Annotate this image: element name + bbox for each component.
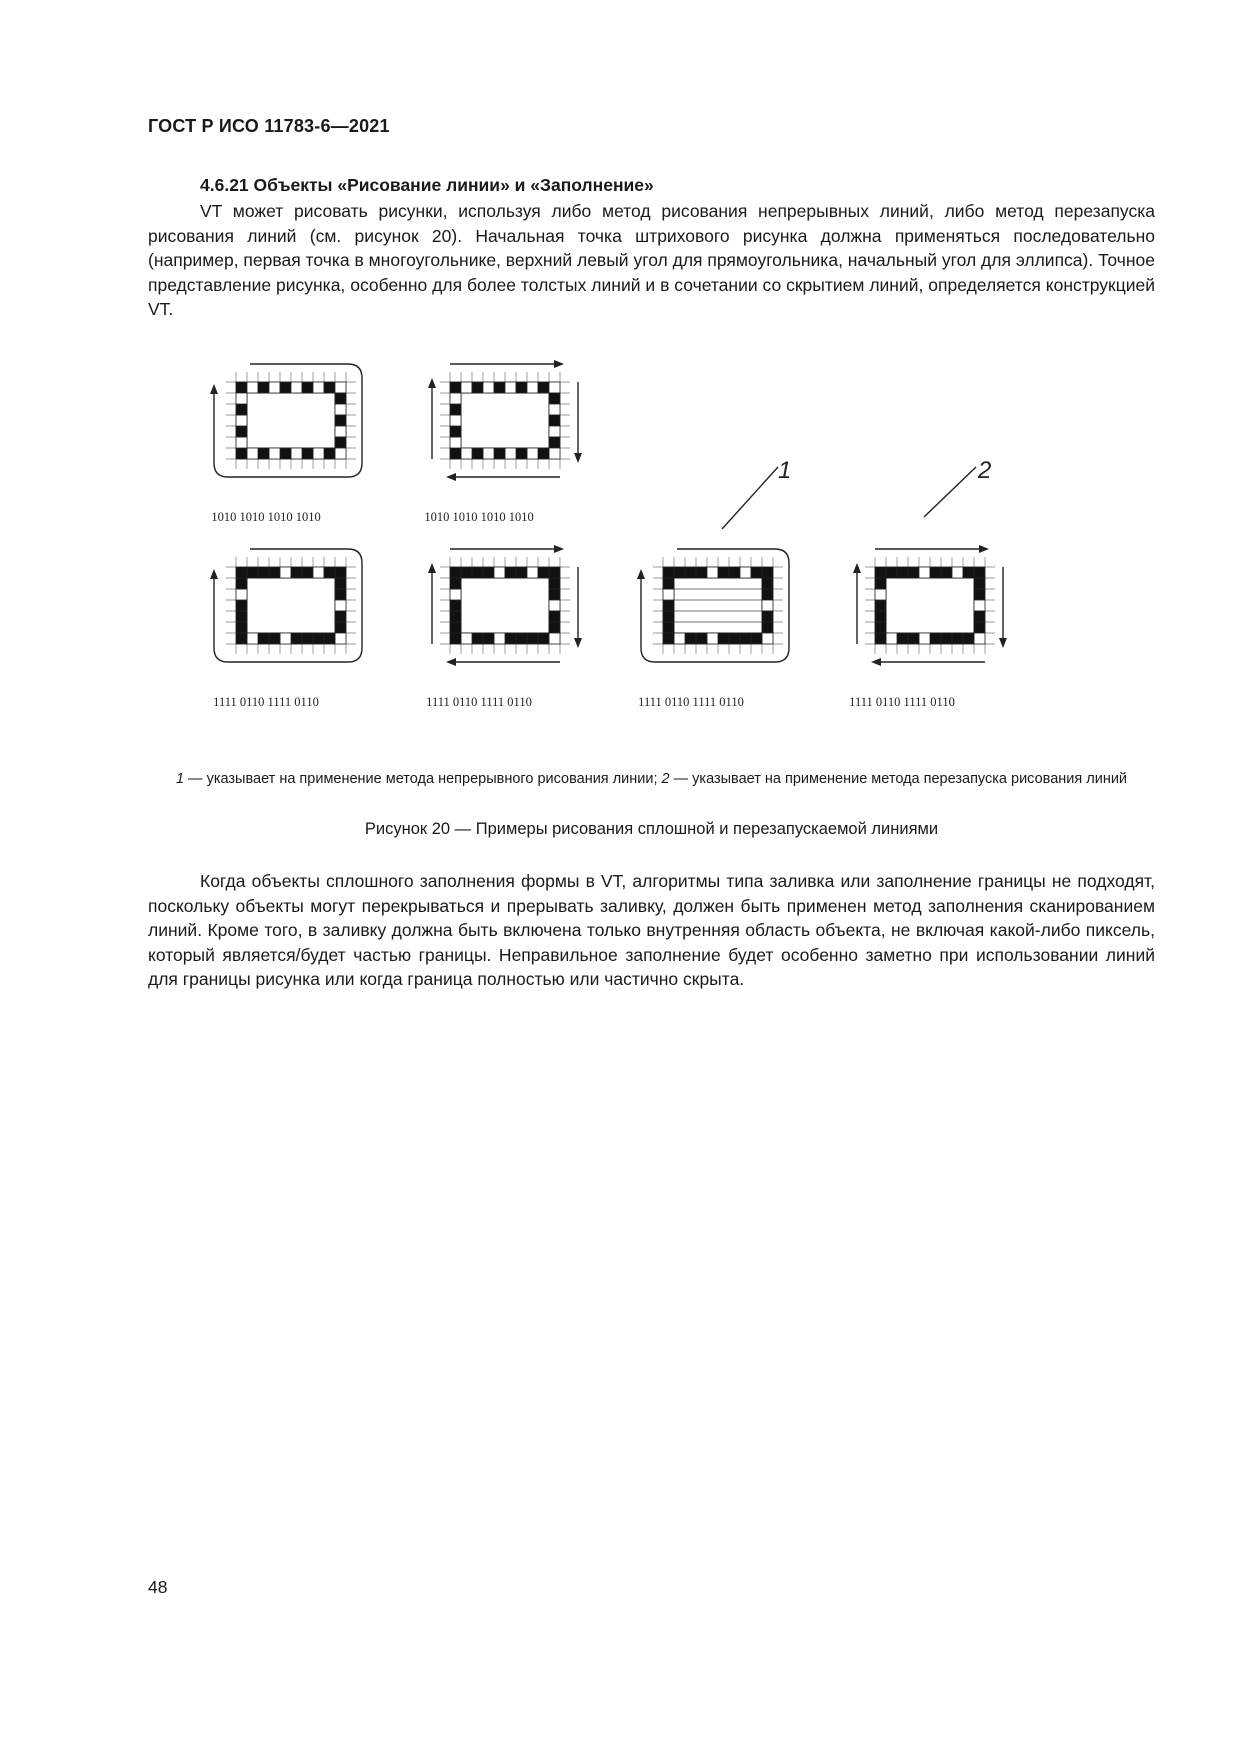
pattern-label-row1-right: 1010 1010 1010 1010 xyxy=(424,510,534,524)
border-pixel xyxy=(335,633,346,644)
border-pixel xyxy=(762,589,773,600)
border-pixel xyxy=(335,622,346,633)
border-pixel xyxy=(908,633,919,644)
border-pixel xyxy=(875,622,886,633)
border-pixel xyxy=(549,437,560,448)
border-pixel xyxy=(291,448,302,459)
border-pixel xyxy=(236,382,247,393)
border-pixel xyxy=(549,578,560,589)
border-pixel xyxy=(236,437,247,448)
border-pixel xyxy=(549,622,560,633)
border-pixel xyxy=(762,600,773,611)
border-pixel xyxy=(494,382,505,393)
arrow-head xyxy=(554,360,564,368)
page-number: 48 xyxy=(148,1577,168,1597)
border-pixel xyxy=(751,633,762,644)
border-pixel xyxy=(269,567,280,578)
border-pixel xyxy=(335,415,346,426)
callout-1: 1 xyxy=(778,457,792,484)
border-pixel xyxy=(236,567,247,578)
border-pixel xyxy=(527,382,538,393)
border-pixel xyxy=(291,633,302,644)
arrow-head xyxy=(210,384,218,394)
border-pixel xyxy=(663,589,674,600)
border-pixel xyxy=(897,567,908,578)
border-pixel xyxy=(313,633,324,644)
border-pixel xyxy=(483,448,494,459)
border-pixel xyxy=(450,600,461,611)
border-pixel xyxy=(505,567,516,578)
border-pixel xyxy=(247,633,258,644)
pattern-label-row2-c: 1111 0110 1111 0110 xyxy=(638,695,744,709)
border-pixel xyxy=(236,589,247,600)
border-pixel xyxy=(974,567,985,578)
border-pixel xyxy=(450,426,461,437)
border-pixel xyxy=(549,426,560,437)
border-pixel xyxy=(291,382,302,393)
arrow-head xyxy=(853,563,861,573)
border-pixel xyxy=(549,448,560,459)
border-pixel xyxy=(538,382,549,393)
border-pixel xyxy=(516,567,527,578)
border-pixel xyxy=(696,633,707,644)
border-pixel xyxy=(505,448,516,459)
border-pixel xyxy=(974,600,985,611)
border-pixel xyxy=(930,633,941,644)
border-pixel xyxy=(236,633,247,644)
border-pixel xyxy=(461,382,472,393)
arrow-head xyxy=(210,569,218,579)
border-pixel xyxy=(236,578,247,589)
border-pixel xyxy=(450,415,461,426)
border-pixel xyxy=(236,415,247,426)
border-pixel xyxy=(461,448,472,459)
border-pixel xyxy=(707,567,718,578)
border-pixel xyxy=(762,633,773,644)
border-pixel xyxy=(472,382,483,393)
border-pixel xyxy=(450,622,461,633)
border-pixel xyxy=(505,382,516,393)
border-pixel xyxy=(663,633,674,644)
figure-pixel-grids xyxy=(226,372,995,654)
border-pixel xyxy=(335,437,346,448)
border-pixel xyxy=(549,404,560,415)
border-pixel xyxy=(494,567,505,578)
border-pixel xyxy=(674,567,685,578)
border-pixel xyxy=(930,567,941,578)
border-pixel xyxy=(538,633,549,644)
border-pixel xyxy=(302,382,313,393)
border-pixel xyxy=(269,633,280,644)
pattern-label-row2-d: 1111 0110 1111 0110 xyxy=(849,695,955,709)
grid-row2-fill-restart xyxy=(865,557,995,654)
border-pixel xyxy=(335,448,346,459)
border-pixel xyxy=(919,633,930,644)
border-pixel xyxy=(729,567,740,578)
border-pixel xyxy=(335,567,346,578)
legend-number-1: 1 xyxy=(175,771,185,787)
arrow-head xyxy=(446,473,456,481)
border-pixel xyxy=(685,633,696,644)
arrow-head xyxy=(446,658,456,666)
border-pixel xyxy=(450,404,461,415)
border-pixel xyxy=(236,426,247,437)
border-pixel xyxy=(313,567,324,578)
document-header: ГОСТ Р ИСО 11783-6—2021 xyxy=(148,116,390,136)
border-pixel xyxy=(236,622,247,633)
border-pixel xyxy=(516,633,527,644)
border-pixel xyxy=(886,567,897,578)
border-pixel xyxy=(908,567,919,578)
section-title: 4.6.21 Объекты «Рисование линии» и «Заполнение» xyxy=(200,175,654,195)
border-pixel xyxy=(494,633,505,644)
border-pixel xyxy=(718,633,729,644)
border-pixel xyxy=(549,633,560,644)
arrow-head xyxy=(428,563,436,573)
arrow-head xyxy=(999,638,1007,648)
border-pixel xyxy=(324,382,335,393)
border-pixel xyxy=(919,567,930,578)
border-pixel xyxy=(450,382,461,393)
border-pixel xyxy=(335,426,346,437)
border-pixel xyxy=(751,567,762,578)
border-pixel xyxy=(472,633,483,644)
border-pixel xyxy=(450,437,461,448)
border-pixel xyxy=(549,382,560,393)
border-pixel xyxy=(335,393,346,404)
border-pixel xyxy=(663,567,674,578)
border-pixel xyxy=(974,622,985,633)
callout-1-leader xyxy=(722,467,778,529)
paragraph-intro: VT может рисовать рисунки, используя либо метод рисования непрерывных линий, либо метод перезапуска рисования линий (см. рисунок 20). Начальная точка штрихового рисунка должна применяться последовательно (например, первая точка в многоугольнике, верхний левый угол для прямоугольника, начальный угол для эллипса). Точное представление рисунка, особенно для более толстых линий и в сочетании со скрытием линий, определяется конструкцией VT. xyxy=(148,201,1155,319)
arrow-head xyxy=(574,453,582,463)
border-pixel xyxy=(886,633,897,644)
border-pixel xyxy=(450,393,461,404)
figure-caption: Рисунок 20 — Примеры рисования сплошной и перезапускаемой линиями xyxy=(364,820,939,838)
border-pixel xyxy=(280,633,291,644)
border-pixel xyxy=(963,633,974,644)
border-pixel xyxy=(974,633,985,644)
arrow-head xyxy=(554,545,564,553)
border-pixel xyxy=(236,393,247,404)
border-pixel xyxy=(762,567,773,578)
border-pixel xyxy=(450,448,461,459)
border-pixel xyxy=(762,622,773,633)
grid-row2-fill-continuous xyxy=(653,557,783,654)
border-pixel xyxy=(247,567,258,578)
border-pixel xyxy=(450,589,461,600)
border-pixel xyxy=(483,633,494,644)
border-pixel xyxy=(335,382,346,393)
border-pixel xyxy=(549,589,560,600)
border-pixel xyxy=(247,382,258,393)
border-pixel xyxy=(549,611,560,622)
border-pixel xyxy=(549,415,560,426)
border-pixel xyxy=(450,578,461,589)
figure-legend xyxy=(148,770,1155,789)
pattern-label-row2-b: 1111 0110 1111 0110 xyxy=(426,695,532,709)
border-pixel xyxy=(897,633,908,644)
border-pixel xyxy=(472,567,483,578)
border-pixel xyxy=(291,567,302,578)
border-pixel xyxy=(549,567,560,578)
border-pixel xyxy=(335,404,346,415)
border-pixel xyxy=(527,633,538,644)
border-pixel xyxy=(729,633,740,644)
border-pixel xyxy=(740,567,751,578)
border-pixel xyxy=(527,448,538,459)
border-pixel xyxy=(236,611,247,622)
border-pixel xyxy=(302,448,313,459)
border-pixel xyxy=(762,578,773,589)
border-pixel xyxy=(740,633,751,644)
border-pixel xyxy=(516,382,527,393)
border-pixel xyxy=(941,567,952,578)
border-pixel xyxy=(450,633,461,644)
border-pixel xyxy=(302,567,313,578)
border-pixel xyxy=(696,567,707,578)
border-pixel xyxy=(875,567,886,578)
border-pixel xyxy=(450,567,461,578)
border-pixel xyxy=(324,567,335,578)
border-pixel xyxy=(663,600,674,611)
pattern-label-row1-left: 1010 1010 1010 1010 xyxy=(211,510,321,524)
border-pixel xyxy=(875,589,886,600)
border-pixel xyxy=(236,600,247,611)
arrow-head xyxy=(979,545,989,553)
border-pixel xyxy=(974,589,985,600)
border-pixel xyxy=(974,578,985,589)
border-pixel xyxy=(952,567,963,578)
border-pixel xyxy=(461,567,472,578)
border-pixel xyxy=(941,633,952,644)
border-pixel xyxy=(258,382,269,393)
border-pixel xyxy=(236,404,247,415)
border-pixel xyxy=(875,600,886,611)
border-pixel xyxy=(549,600,560,611)
border-pixel xyxy=(280,567,291,578)
arrow-head xyxy=(428,378,436,388)
border-pixel xyxy=(313,448,324,459)
border-pixel xyxy=(549,393,560,404)
border-pixel xyxy=(269,448,280,459)
border-pixel xyxy=(335,611,346,622)
border-pixel xyxy=(718,567,729,578)
border-pixel xyxy=(258,448,269,459)
border-pixel xyxy=(335,578,346,589)
border-pixel xyxy=(685,567,696,578)
border-pixel xyxy=(527,567,538,578)
border-pixel xyxy=(450,611,461,622)
border-pixel xyxy=(952,633,963,644)
border-pixel xyxy=(483,567,494,578)
border-pixel xyxy=(674,633,685,644)
arrow-head xyxy=(637,569,645,579)
border-pixel xyxy=(472,448,483,459)
border-pixel xyxy=(963,567,974,578)
border-pixel xyxy=(236,448,247,459)
border-pixel xyxy=(663,611,674,622)
legend-text-2: — указывает на применение метода перезапуска рисования линий xyxy=(669,771,1128,787)
grid-row1-restart xyxy=(440,372,570,469)
grid-row2-restart xyxy=(440,557,570,654)
callout-2: 2 xyxy=(978,457,992,484)
border-pixel xyxy=(324,633,335,644)
legend-number-2: 2 xyxy=(661,771,670,787)
grid-row2-continuous xyxy=(226,557,356,654)
border-pixel xyxy=(663,578,674,589)
figure-20-line-drawing-examples xyxy=(200,345,1080,735)
border-pixel xyxy=(538,567,549,578)
border-pixel xyxy=(707,633,718,644)
border-pixel xyxy=(258,633,269,644)
border-pixel xyxy=(494,448,505,459)
border-pixel xyxy=(335,600,346,611)
border-pixel xyxy=(461,633,472,644)
pattern-label-row2-a: 1111 0110 1111 0110 xyxy=(213,695,319,709)
border-pixel xyxy=(875,578,886,589)
border-pixel xyxy=(516,448,527,459)
border-pixel xyxy=(483,382,494,393)
border-pixel xyxy=(538,448,549,459)
border-pixel xyxy=(324,448,335,459)
border-pixel xyxy=(280,448,291,459)
border-pixel xyxy=(762,611,773,622)
arrow-head xyxy=(871,658,881,666)
border-pixel xyxy=(505,633,516,644)
grid-row1-continuous xyxy=(226,372,356,469)
arrow-head xyxy=(574,638,582,648)
border-pixel xyxy=(313,382,324,393)
border-pixel xyxy=(875,611,886,622)
paragraph-fill: Когда объекты сплошного заполнения формы в VT, алгоритмы типа заливка или заполнение границы не подходят, поскольку объекты могут перекрываться и прерывать заливку, должен быть применен метод заполнения сканированием линий. Кроме того, в заливку должна быть включена только внутренняя область объекта, не включая какой-либо пиксель, который является/будет частью границы. Неправильное заполнение будет особенно заметно при использовании линий для границы рисунка или когда граница полностью или частично скрыта. xyxy=(148,871,1155,989)
callout-2-leader xyxy=(924,467,976,517)
border-pixel xyxy=(269,382,280,393)
border-pixel xyxy=(258,567,269,578)
border-pixel xyxy=(974,611,985,622)
border-pixel xyxy=(247,448,258,459)
border-pixel xyxy=(663,622,674,633)
border-pixel xyxy=(280,382,291,393)
border-pixel xyxy=(875,633,886,644)
legend-text-1: — указывает на применение метода непрерывного рисования линии; xyxy=(184,771,662,787)
border-pixel xyxy=(302,633,313,644)
border-pixel xyxy=(335,589,346,600)
